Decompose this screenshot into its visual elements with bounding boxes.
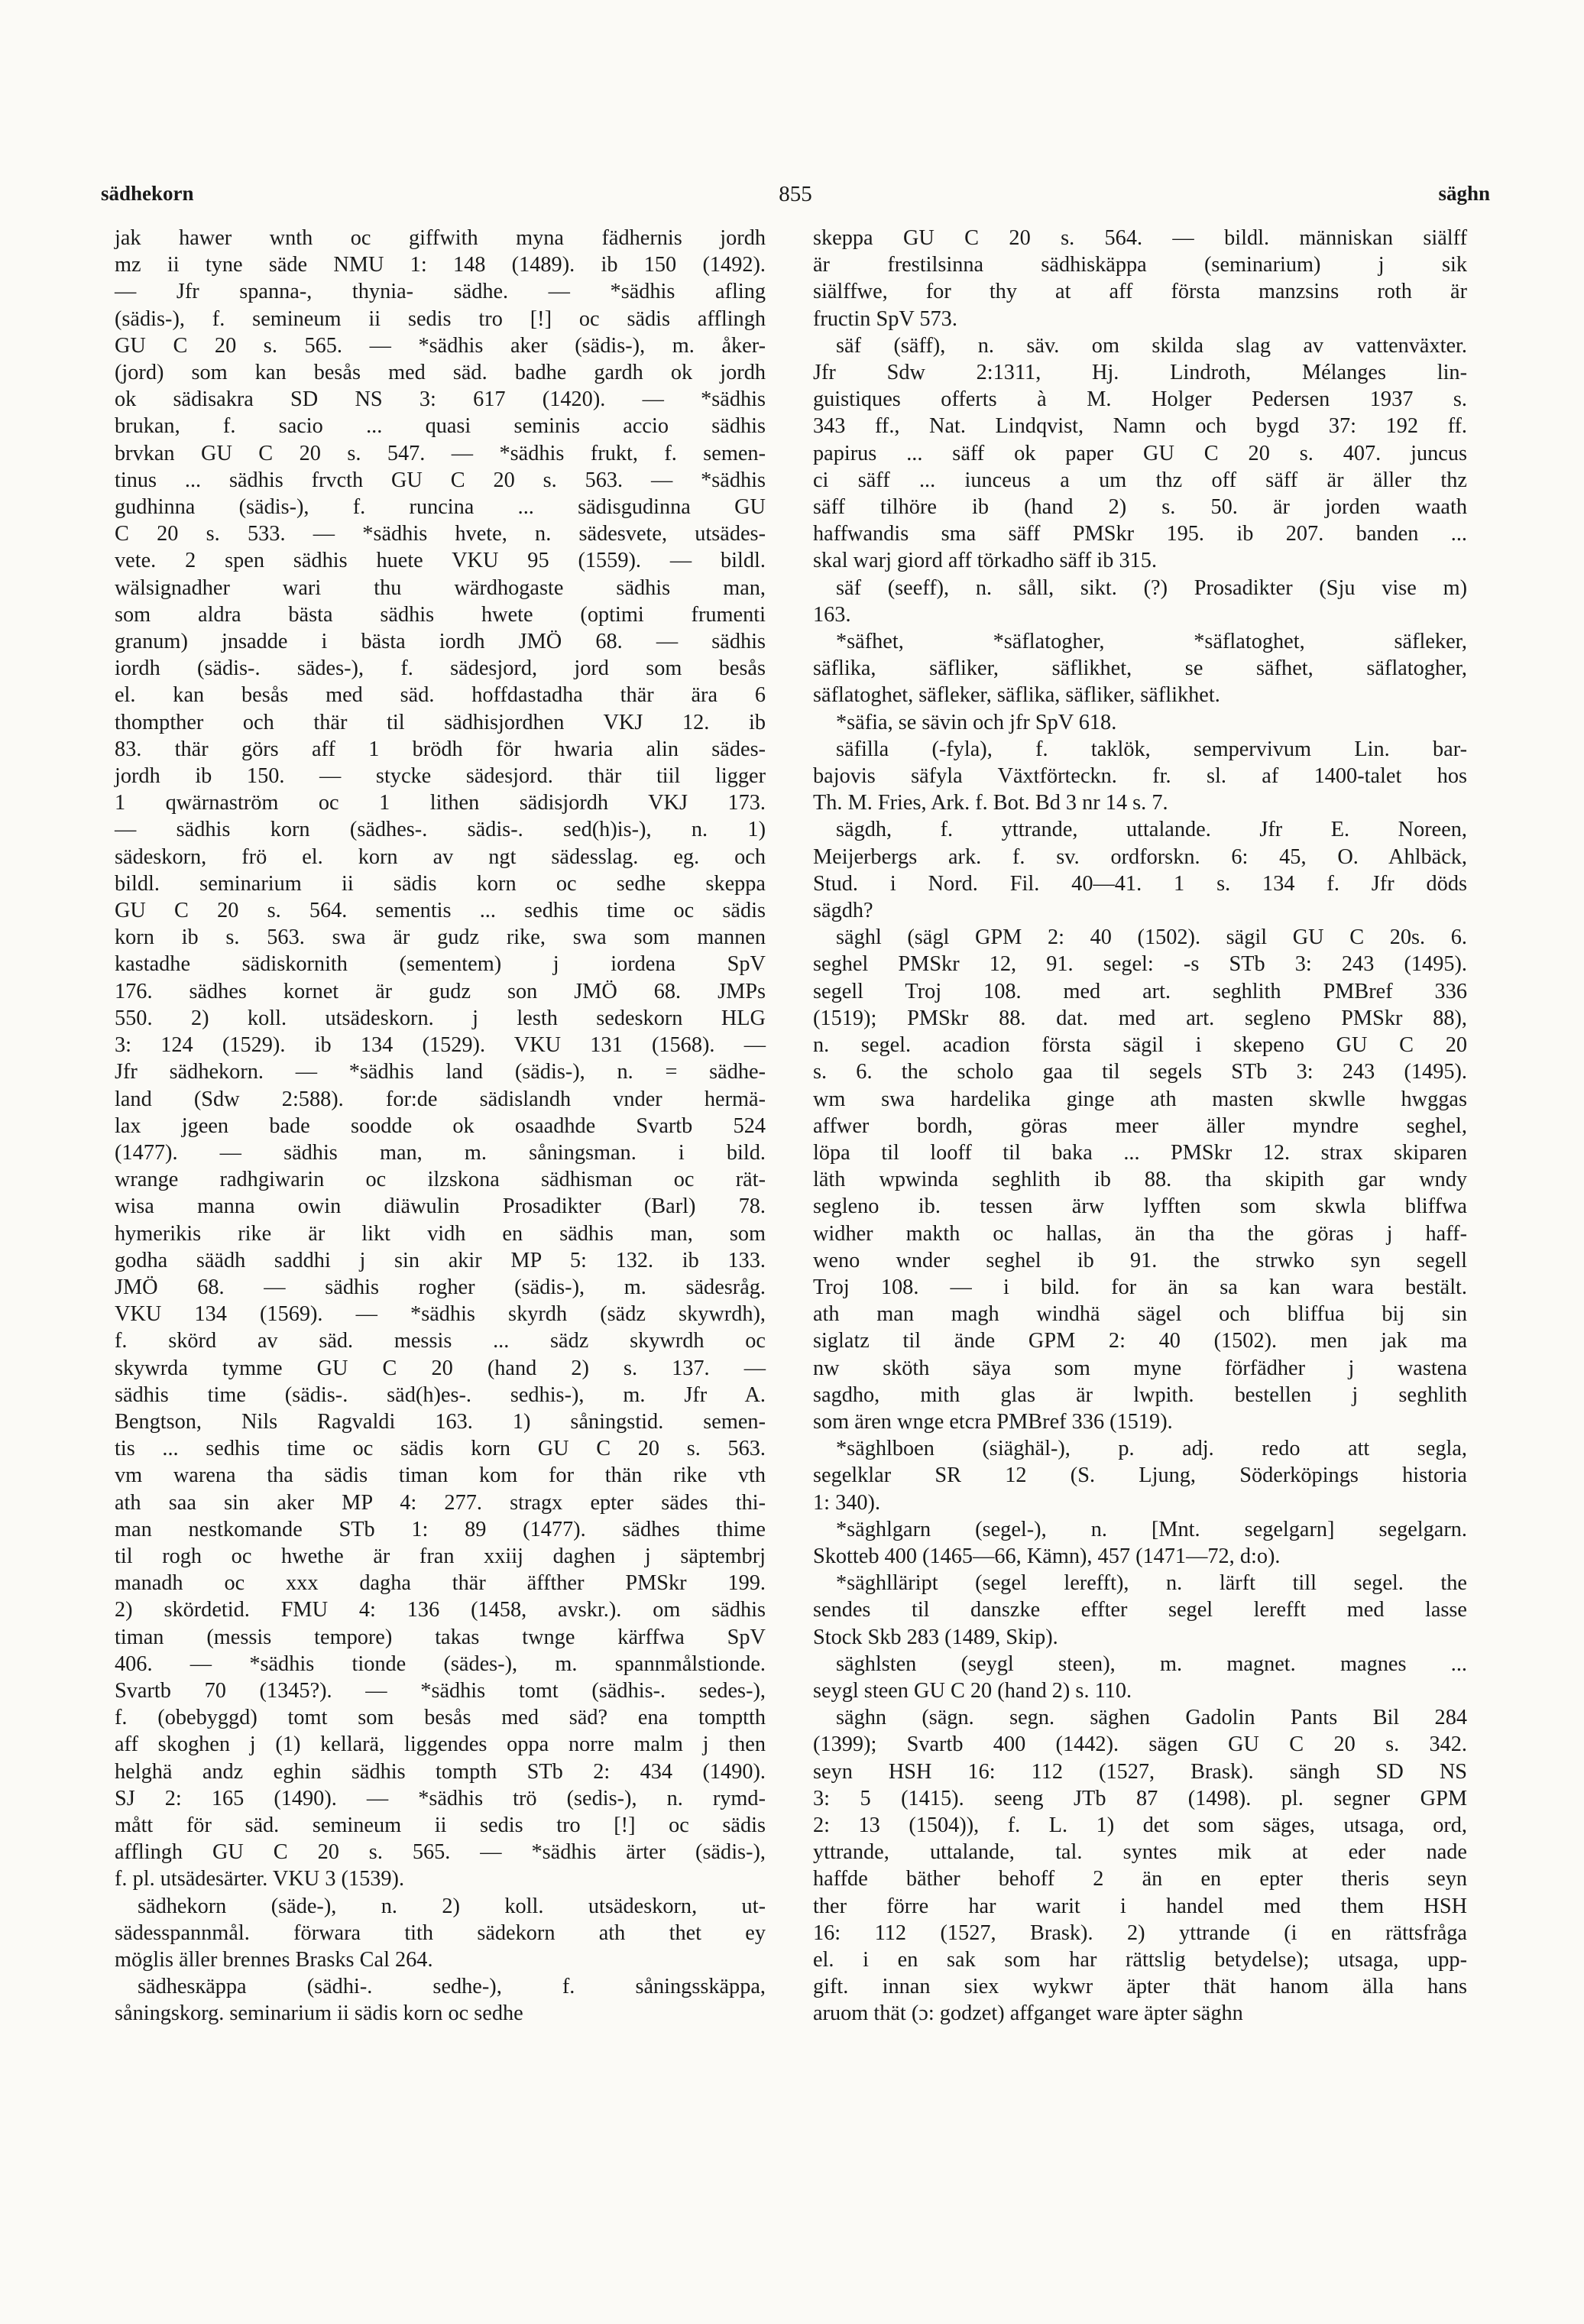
text-line: n. segel. acadion första sägil i skepeno GU C 20	[813, 1033, 1467, 1058]
text-line: 343 ff., Nat. Lindqvist, Namn och bygd 37: 192 ff.	[813, 414, 1467, 439]
text-line: C 20 s. 533. — *sädhis hvete, n. sädesvete, utsädes-	[115, 522, 766, 546]
text-line: thompther och thär til sädhisjordhen VKJ 12. ib	[115, 710, 766, 734]
text-line: är frestilsinna sädhiskäppa (seminarium) j sik	[813, 253, 1467, 277]
header-right-catchword: säghn	[1438, 182, 1490, 205]
text-line: GU C 20 s. 564. sementis ... sedhis time oc sädis	[115, 899, 766, 923]
text-line: (1399); Svartb 400 (1442). sägen GU C 20 s. 342.	[813, 1732, 1467, 1757]
text-line: aff skoghen j (1) kellarä, liggendes oppa norre malm j then	[115, 1732, 766, 1757]
text-line: wrange radhgiwarin oc ilzskona sädhisman oc rät-	[115, 1168, 766, 1192]
text-line: man nestkomande STb 1: 89 (1477). sädhes thime	[115, 1517, 766, 1541]
text-line: 406. — *sädhis tionde (sädes-), m. spannmålstionde.	[115, 1651, 766, 1676]
text-line: brvkan GU C 20 s. 547. — *sädhis frukt, f. semen-	[115, 441, 766, 465]
text-line: GU C 20 s. 565. — *sädhis aker (sädis-), m. åker-	[115, 333, 766, 358]
left-column	[115, 225, 766, 2027]
text-line: yttrande, uttalande, tal. syntes mik at eder nade	[813, 1840, 1467, 1865]
text-line: 550. 2) koll. utsädeskorn. j lesth sedeskorn HLG	[115, 1006, 766, 1030]
text-line: säghlsten (seygl steen), m. magnet. magnes ...	[836, 1651, 1467, 1676]
text-line: som aldra bästa sädhis hwete (optimi frumenti	[115, 602, 766, 627]
text-line: segell Troj 108. med art. seghlith PMBref 336	[813, 979, 1467, 1003]
text-line: Jfr Sdw 2:1311, Hj. Lindroth, Mélanges lin-	[813, 361, 1467, 385]
text-line: korn ib s. 563. swa är gudz rike, swa som mannen	[115, 925, 766, 950]
text-line: läth wpwinda seghlith ib 88. tha skipith gar wndy	[813, 1168, 1467, 1192]
text-line: godha säädh saddhi j sin akir MP 5: 132. ib 133.	[115, 1248, 766, 1272]
text-line: sädhis time (sädis-. säd(h)es-. sedhis-), m. Jfr A.	[115, 1382, 766, 1407]
text-line: segelklar SR 12 (S. Ljung, Söderköpings historia	[813, 1463, 1467, 1488]
text-line: bildl. seminarium ii sädis korn oc sedhe skeppa	[115, 871, 766, 896]
text-line: Th. M. Fries, Ark. f. Bot. Bd 3 nr 14 s. 7.	[813, 791, 1168, 815]
header-left-catchword: sädhekorn	[101, 182, 194, 205]
text-line: segleno ib. tessen ärw lyfften som skwla bliffwa	[813, 1194, 1467, 1219]
text-line: lax jgeen bade soodde ok osaadhde Svartb 524	[115, 1113, 766, 1138]
text-line: sädeskorn, frö el. korn av ngt sädesslag. eg. och	[115, 844, 766, 869]
text-line: 1: 340).	[813, 1490, 881, 1515]
text-line: nw sköth säya som myne förfädher j wastena	[813, 1356, 1467, 1380]
text-line: ath saa sin aker MP 4: 277. stragx epter sädes thi-	[115, 1490, 766, 1515]
text-line: Troj 108. — i bild. for än sa kan wara bestält.	[813, 1275, 1467, 1299]
text-line: tinus ... sädhis frvcth GU C 20 s. 563. — *sädhis	[115, 468, 766, 492]
text-line: afflingh GU C 20 s. 565. — *sädhis ärter (sädis-),	[115, 1840, 766, 1865]
text-line: 2) skördetid. FMU 4: 136 (1458, avskr.). om sädhis	[115, 1598, 766, 1622]
text-line: (jord) som kan besås med säd. badhe gardh ok jordh	[115, 361, 766, 385]
text-line: el. i en sak som har rättslig betydelse); utsaga, upp-	[813, 1948, 1467, 1972]
text-line: fructin SpV 573.	[813, 306, 957, 331]
text-line: manadh oc xxx dagha thär äffther PMSkr 199.	[115, 1571, 766, 1596]
text-line: mz ii tyne säde NMU 1: 148 (1489). ib 150 (1492).	[115, 253, 766, 277]
text-line: jak hawer wnth oc giffwith myna fädhernis jordh	[115, 226, 766, 250]
text-line: helghä andz eghin sädhis tompth STb 2: 434 (1490).	[115, 1759, 766, 1784]
text-line: bajovis säfyla Växtförteckn. fr. sl. af 1400-talet hos	[813, 764, 1467, 789]
text-line: f. (obebyggd) tomt som besås med säd? ena tomptth	[115, 1706, 766, 1730]
text-line: 176. sädhes kornet är gudz son JMÖ 68. JMPs	[115, 979, 766, 1003]
text-line: el. kan besås med säd. hoffdastadha thär ära 6	[115, 683, 766, 708]
text-line: vm warena tha sädis timan kom for thän rike vth	[115, 1463, 766, 1488]
text-line: 1 qwärnaström oc 1 lithen sädisjordh VKJ 173.	[115, 791, 766, 815]
text-line: Svartb 70 (1345?). — *sädhis tomt (sädhis-. sedes-),	[115, 1678, 766, 1703]
text-line: 3: 124 (1529). ib 134 (1529). VKU 131 (1568). —	[115, 1033, 766, 1058]
text-line: sagdho, mith glas är lwpith. bestellen j seghlith	[813, 1382, 1467, 1407]
text-line: *säghlgarn (segel-), n. [Mnt. segelgarn] segelgarn.	[836, 1517, 1467, 1541]
text-line: såningskorg. seminarium ii sädis korn oc sedhe	[115, 2001, 523, 2026]
text-line: affwer bordh, göras meer äller myndre seghel,	[813, 1113, 1467, 1138]
text-line: guistiques offerts à M. Holger Pedersen 1937 s.	[813, 387, 1467, 412]
text-line: 163.	[813, 602, 851, 627]
text-line: land (Sdw 2:588). for:de sädislandh vnder hermä-	[115, 1087, 766, 1111]
text-line: (1477). — sädhis man, m. såningsman. i bild.	[115, 1140, 766, 1165]
text-line: mått för säd. semineum ii sedis tro [!] oc sädis	[115, 1813, 766, 1837]
text-line: *säghlläript (segel lerefft), n. lärft till segel. the	[836, 1571, 1467, 1596]
text-line: sädhesкäppa (sädhi-. sedhe-), f. såningsskäppa,	[138, 1975, 766, 1999]
text-line: tis ... sedhis time oc sädis korn GU C 20 s. 563.	[115, 1437, 766, 1461]
text-line: ath man magh windhä sägel och bliffua bij sin	[813, 1302, 1467, 1327]
text-line: siälffwe, for thy at aff första manzsins roth är	[813, 280, 1467, 304]
text-line: sendes til danszke effter segel lerefft med lasse	[813, 1598, 1467, 1622]
text-line: seyn HSH 16: 112 (1527, Brask). sängh SD NS	[813, 1759, 1467, 1784]
text-line: säf (seeff), n. såll, sikt. (?) Prosadikter (Sju vise m)	[836, 575, 1467, 600]
text-line: f. pl. utsädesärter. VKU 3 (1539).	[115, 1867, 405, 1891]
page-number: 855	[779, 182, 812, 206]
text-line: SJ 2: 165 (1490). — *sädhis trö (sedis-), n. rymd-	[115, 1786, 766, 1810]
text-line: hymerikis rike är likt vidh en sädhis man, som	[115, 1221, 766, 1246]
text-line: granum) jnsadde i bästa iordh JMÖ 68. — sädhis	[115, 630, 766, 654]
text-line: Stud. i Nord. Fil. 40—41. 1 s. 134 f. Jfr döds	[813, 871, 1467, 896]
text-line: gudhinna (sädis-), f. runcina ... sädisgudinna GU	[115, 495, 766, 520]
text-line: säghn (sägn. segn. säghen Gadolin Pants Bil 284	[836, 1706, 1467, 1730]
text-line: Skotteb 400 (1465—66, Kämn), 457 (1471—72, d:o).	[813, 1544, 1281, 1568]
text-line: haffde bäther behoff 2 än en epter theris seyn	[813, 1867, 1467, 1891]
text-line: — Jfr spanna-, thynia- sädhe. — *sädhis afling	[115, 280, 766, 304]
text-line: 3: 5 (1415). seeng JTb 87 (1498). pl. segner GPM	[813, 1786, 1467, 1810]
text-line: säghl (sägl GPM 2: 40 (1502). sägil GU C 20s. 6.	[836, 925, 1467, 950]
text-line: siglatz til ände GPM 2: 40 (1502). men jak ma	[813, 1329, 1467, 1353]
text-line: JMÖ 68. — sädhis rogher (sädis-), m. sädesråg.	[115, 1275, 766, 1299]
text-line: skeppa GU C 20 s. 564. — bildl. människan siälff	[813, 226, 1467, 250]
text-line: säff tilhöre ib (hand 2) s. 50. är jorden waath	[813, 495, 1467, 520]
text-line: f. skörd av säd. messis ... sädz skywrdh oc	[115, 1329, 766, 1353]
text-line: 16: 112 (1527, Brask). 2) yttrande (i en rättsfråga	[813, 1920, 1467, 1945]
text-line: til rogh oc hwethe är fran xxiij daghen j säptembrj	[115, 1544, 766, 1568]
text-line: skywrda tymme GU C 20 (hand 2) s. 137. —	[115, 1356, 766, 1380]
text-line: wm swa hardelika ginge ath masten skwlle hwggas	[813, 1087, 1467, 1111]
text-line: *säghlboen (siäghäl-), p. adj. redo att segla,	[836, 1437, 1467, 1461]
text-line: (1519); PMSkr 88. dat. med art. segleno PMSkr 88),	[813, 1006, 1467, 1030]
text-line: seghel PMSkr 12, 91. segel: -s STb 3: 243 (1495).	[813, 952, 1467, 977]
text-line: *säfhet, *säflatogher, *säflatoghet, säfleker,	[836, 630, 1467, 654]
text-line: möglis äller brennes Brasks Cal 264.	[115, 1948, 433, 1972]
text-line: vete. 2 spen sädhis huete VKU 95 (1559). — bildl.	[115, 549, 766, 573]
text-line: ther förre har warit i handel med them HSH	[813, 1894, 1467, 1918]
text-line: aruom thät (ɔ: godzet) affganget ware äpter säghn	[813, 2001, 1243, 2026]
text-line: kastadhe sädiskornith (sementem) j iordena SpV	[115, 952, 766, 977]
text-line: seygl steen GU C 20 (hand 2) s. 110.	[813, 1678, 1132, 1703]
text-line: s. 6. the scholo gaa til segels STb 3: 243 (1495).	[813, 1060, 1467, 1084]
text-line: skal warj giord aff törkadho säff ib 315.	[813, 549, 1158, 573]
text-line: 2: 13 (1504)), f. L. 1) det som säges, utsaga, ord,	[813, 1813, 1467, 1837]
text-line: — sädhis korn (sädhes-. sädis-. sed(h)is-), n. 1)	[115, 818, 766, 842]
text-line: widher makth oc hallas, än tha the göras j haff-	[813, 1221, 1467, 1246]
running-header	[101, 182, 1490, 212]
text-line: säf (säff), n. säv. om skilda slag av vattenväxter.	[836, 333, 1467, 358]
text-line: Bengtson, Nils Ragvaldi 163. 1) såningstid. semen-	[115, 1409, 766, 1434]
text-line: säflatoghet, säfleker, säflika, säfliker, säflikhet.	[813, 683, 1220, 708]
text-line: iordh (sädis-. sädes-), f. sädesjord, jord som besås	[115, 656, 766, 681]
text-line: *säfia, se sävin och jfr SpV 618.	[836, 710, 1117, 734]
text-line: Stock Skb 283 (1489, Skip).	[813, 1625, 1058, 1649]
text-line: Jfr sädhekorn. — *sädhis land (sädis-), n. = sädhe-	[115, 1060, 766, 1084]
text-line: (sädis-), f. semineum ii sedis tro [!] oc sädis afflingh	[115, 306, 766, 331]
text-line: gift. innan siex wykwr äpter thät hanom älla hans	[813, 1975, 1467, 1999]
text-line: sädesspannmål. förwara tith sädekorn ath thet ey	[115, 1920, 766, 1945]
right-column	[813, 225, 1467, 2027]
text-line: löpa til looff til baka ... PMSkr 12. strax skiparen	[813, 1140, 1467, 1165]
text-line: säflika, säfliker, säflikhet, se säfhet, säflatogher,	[813, 656, 1467, 681]
text-line: sägdh?	[813, 899, 873, 923]
text-line: som ären wnge etcra PMBref 336 (1519).	[813, 1409, 1173, 1434]
text-line: jordh ib 150. — stycke sädesjord. thär tiil ligger	[115, 764, 766, 789]
text-line: papirus ... säff ok paper GU C 20 s. 407. juncus	[813, 441, 1467, 465]
text-line: timan (messis tempore) takas twnge kärffwa SpV	[115, 1625, 766, 1649]
text-line: VKU 134 (1569). — *sädhis skyrdh (sädz skywrdh),	[115, 1302, 766, 1327]
text-line: 83. thär görs aff 1 brödh för hwaria alin sädes-	[115, 737, 766, 761]
text-line: wälsignadher wari thu wärdhogaste sädhis man,	[115, 575, 766, 600]
text-line: ci säff ... iunceus a um thz off säff är äller thz	[813, 468, 1467, 492]
text-line: brukan, f. sacio ... quasi seminis accio sädhis	[115, 414, 766, 439]
text-line: sädhekorn (säde-), n. 2) koll. utsädeskorn, ut-	[138, 1894, 766, 1918]
text-line: haffwandis sma säff PMSkr 195. ib 207. banden ...	[813, 522, 1467, 546]
text-line: wisa manna owin diäwulin Prosadikter (Barl) 78.	[115, 1194, 766, 1219]
text-line: Meijerbergs ark. f. sv. ordforskn. 6: 45, O. Ahlbäck,	[813, 844, 1467, 869]
text-line: säfilla (-fyla), f. taklök, sempervivum Lin. bar-	[836, 737, 1467, 761]
text-line: ok sädisakra SD NS 3: 617 (1420). — *sädhis	[115, 387, 766, 412]
text-line: sägdh, f. yttrande, uttalande. Jfr E. Noreen,	[836, 818, 1467, 842]
text-line: weno wnder seghel ib 91. the strwko syn segell	[813, 1248, 1467, 1272]
